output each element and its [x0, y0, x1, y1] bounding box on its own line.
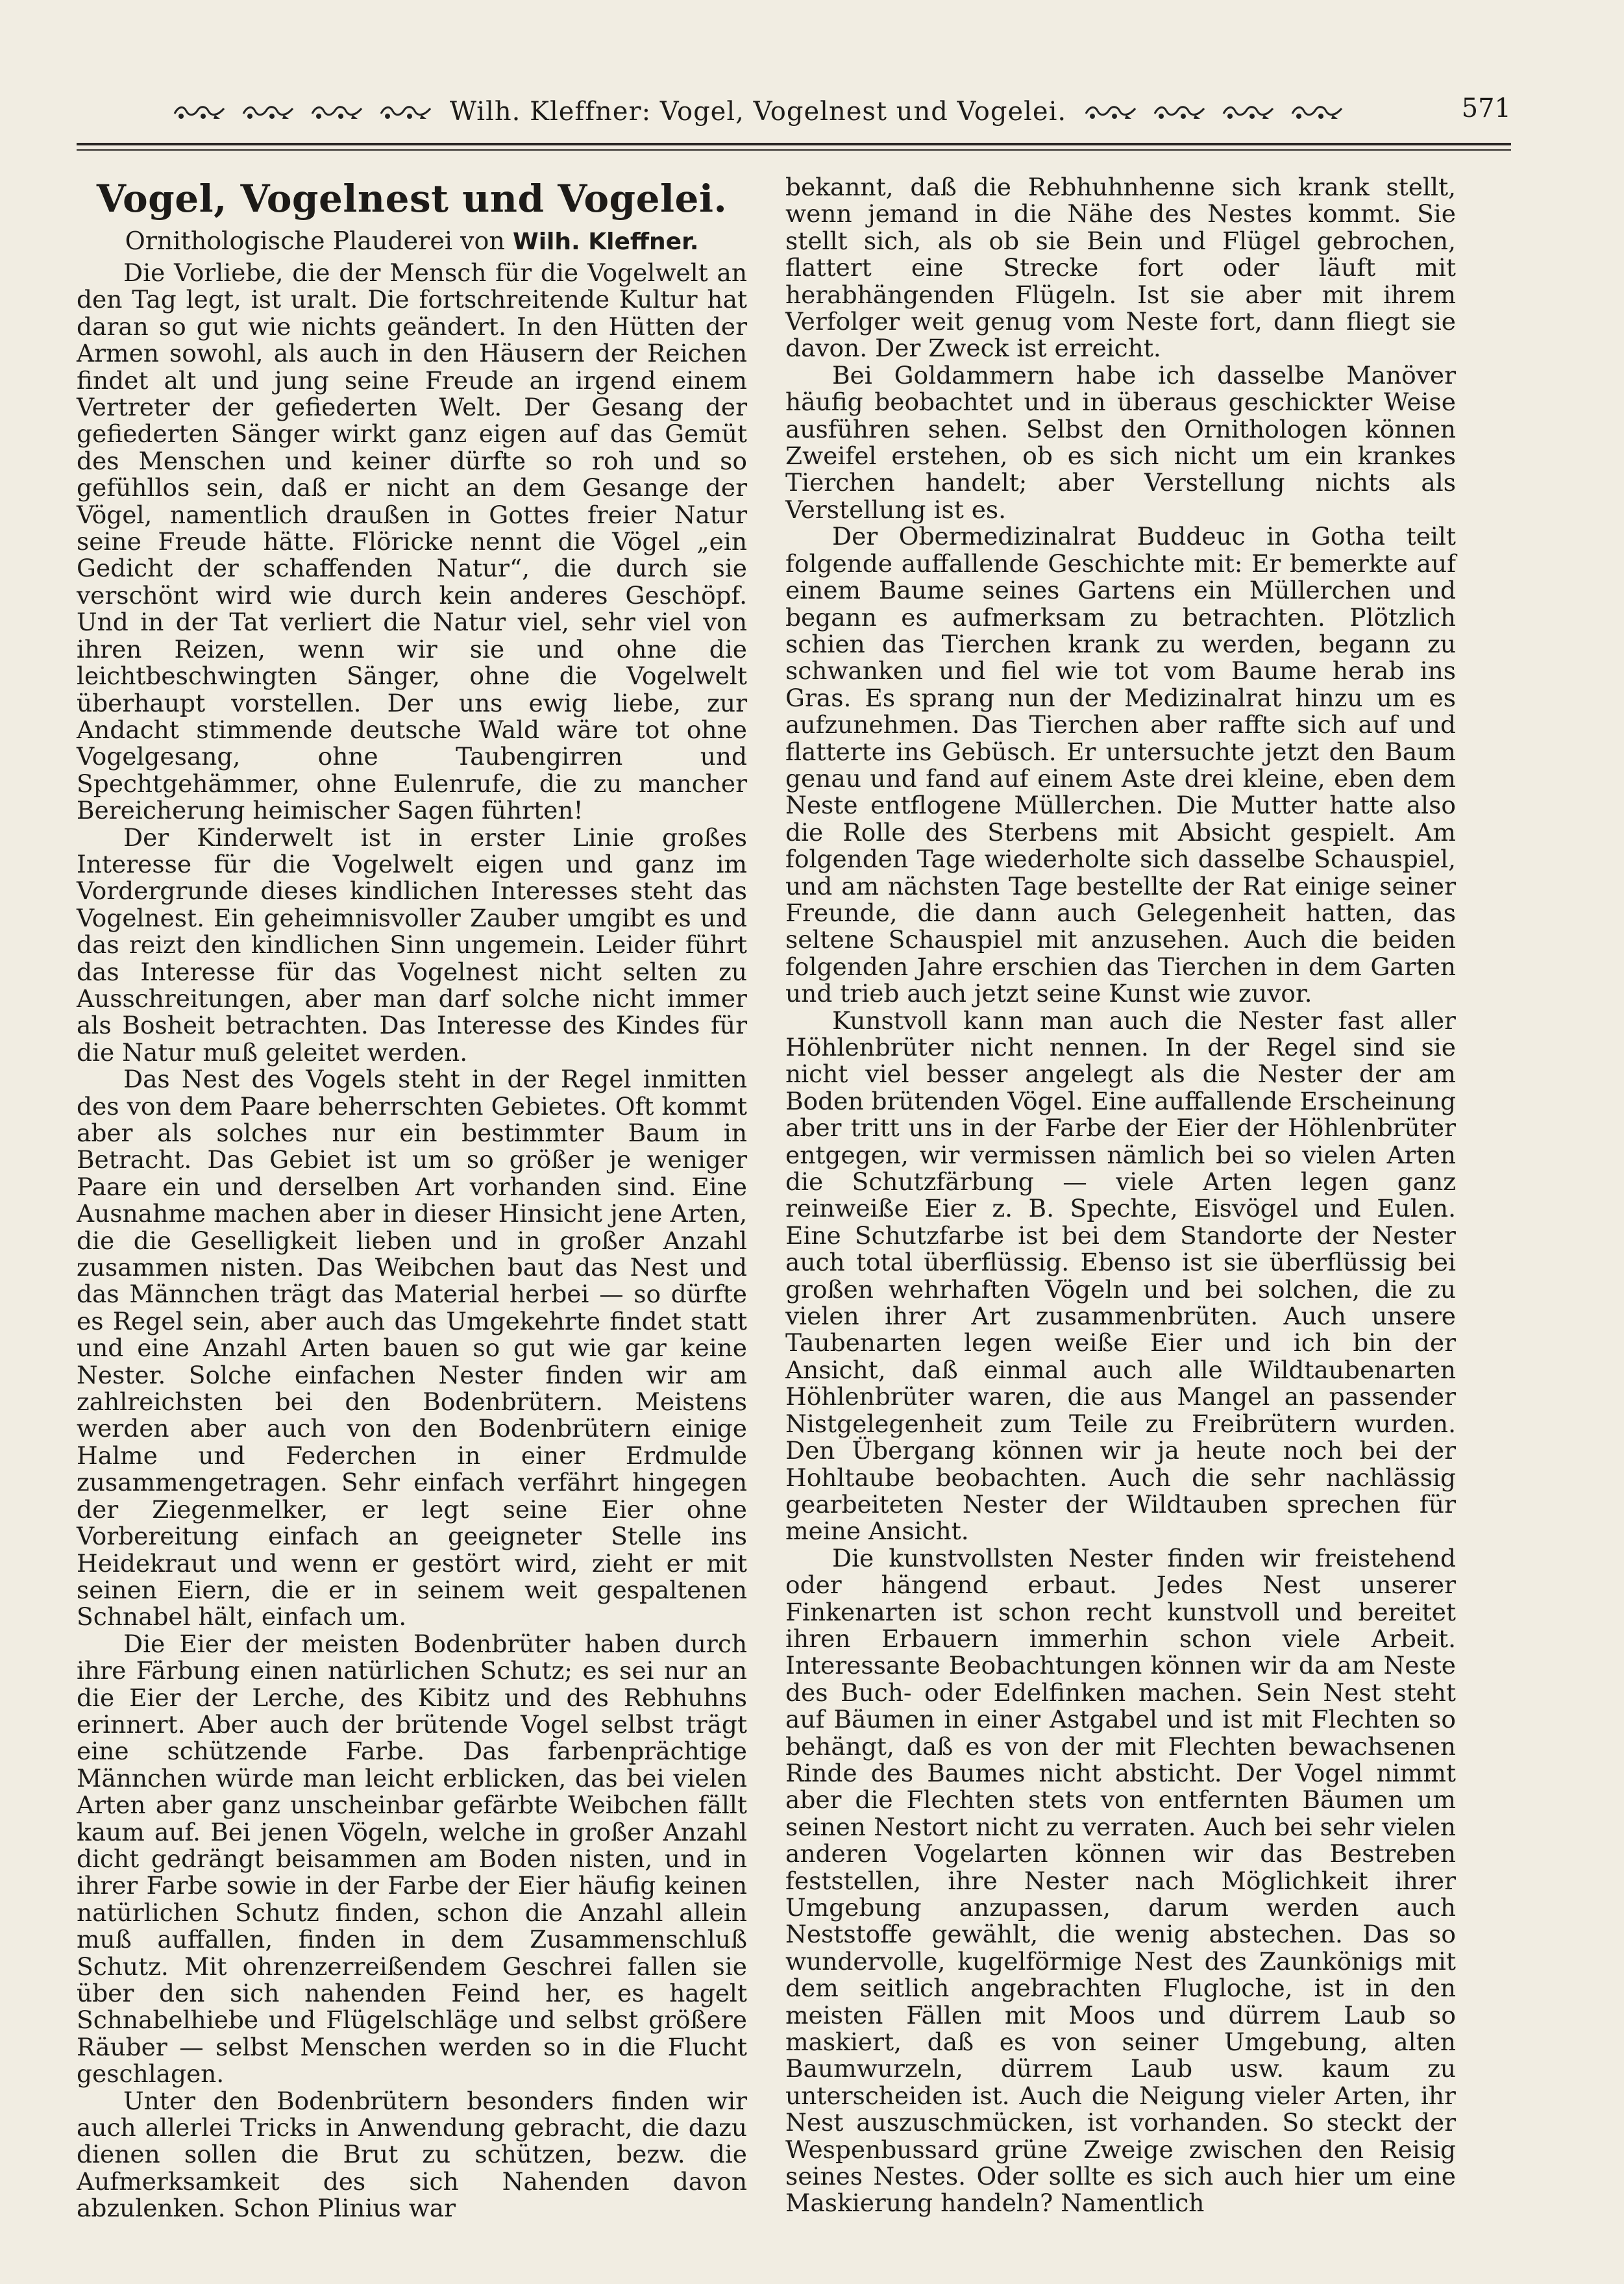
vine-ornament-icon: [1083, 102, 1138, 121]
ornament-group-left: [172, 102, 433, 121]
vine-ornament-icon: [310, 102, 364, 121]
header-rule-thin: [77, 149, 1511, 151]
byline-prefix: Ornithologische Plauderei von: [125, 227, 505, 255]
byline: [77, 225, 747, 258]
paragraph: Unter den Bodenbrütern besonders finden wir auch allerlei Tricks in Anwendung gebracht, die dazu dienen sollen die Brut zu schützen, bezw. die Aufmerksamkeit des sich Nahenden davon abzulenken. Schon Plinius war: [77, 2086, 747, 2223]
paragraph: Die Eier der meisten Bodenbrüter haben durch ihre Färbung einen natürlichen Schutz; es sei nur an die Eier der Lerche, des Kibitz und des Rebhuhns erinnert. Aber auch der brütende Vogel selbst trägt eine schützende Farbe. Das farbenprächtige Männchen würde man leicht erblicken, das bei vielen Arten aber ganz unscheinbar gefärbte Weibchen fällt kaum auf. Bei jenen Vögeln, welche in großer Anzahl dicht gedrängt beisammen am Boden nisten, und in ihrer Farbe sowie in der Farbe der Eier häufig keinen natürlichen Schutz finden, schon die Anzahl allein muß auffallen, finden in dem Zusammenschluß Schutz. Mit ohrenzerreißendem Geschrei fallen sie über den sich nahenden Feind her, es hagelt Schnabelhiebe und Flügelschläge und selbst größere Räuber — selbst Menschen werden so in die Flucht geschlagen.: [77, 1629, 747, 2089]
paragraph: Der Kinderwelt ist in erster Linie großes Interesse für die Vogelwelt eigen und ganz im Vordergrunde dieses kindlichen Interesses steht das Vogelnest. Ein geheimnisvoller Zauber umgibt es und das reizt den kindlichen Sinn ungemein. Leider führt das Interesse für das Vogelnest nicht selten zu Ausschreitungen, aber man darf solche nicht immer als Bosheit betrachten. Das Interesse des Kindes für die Natur muß geleitet werden.: [77, 823, 747, 1067]
author-name: Wilh. Kleffner.: [512, 229, 699, 255]
vine-ornament-icon: [1152, 102, 1207, 121]
vine-ornament-icon: [172, 102, 227, 121]
paragraph: Der Obermedizinalrat Buddeuc in Gotha teilt folgende auffallende Geschichte mit: Er bemerkte auf einem Baume seines Gartens ein Müllerchen und begann es aufmerksam zu betrachten. Plötzlich schien das Tierchen krank zu werden, begann zu schwanken und fiel wie tot vom Baume herab ins Gras. Es sprang nun der Medizinalrat hinzu um es aufzunehmen. Das Tierchen aber raffte sich auf und flatterte ins Gebüsch. Er untersuchte jetzt den Baum genau und fand auf einem Aste drei kleine, eben dem Neste entflogene Müllerchen. Die Mutter hatte also die Rolle des Sterbens mit Absicht gespielt. Am folgenden Tage wiederholte sich dasselbe Schauspiel, und am nächsten Tage bestellte der Rat einige seiner Freunde, die dann auch Gelegenheit hatten, das seltene Schauspiel mit anzusehen. Auch die beiden folgenden Jahre erschien das Tierchen in dem Garten und trieb auch jetzt seine Kunst wie zuvor.: [785, 522, 1456, 1008]
vine-ornament-icon: [378, 102, 433, 121]
left-column: [77, 174, 747, 2222]
paragraph-continued: bekannt, daß die Rebhuhnhenne sich krank stellt, wenn jemand in die Nähe des Nestes kommt. Sie stellt sich, als ob sie Bein und Flügel gebrochen, flattert eine Strecke fort oder läuft mit herabhängenden Flügeln. Ist sie aber mit ihrem Verfolger weit genug vom Neste fort, dann fliegt sie davon. Der Zweck ist erreicht.: [785, 173, 1456, 363]
paragraph: Das Nest des Vogels steht in der Regel inmitten des von dem Paare beherrschten Gebietes. Oft kommt aber als solches nur ein bestimmter Baum in Betracht. Das Gebiet ist um so größer je weniger Paare ein und derselben Art vorhanden sind. Eine Ausnahme machen aber in dieser Hinsicht jene Arten, die die Geselligkeit lieben und in großer Anzahl zusammen nisten. Das Weibchen baut das Nest und das Männchen trägt das Material herbei — so dürfte es Regel sein, aber auch das Umgekehrte findet statt und eine Anzahl Arten bauen so gut wie gar keine Nester. Solche einfachen Nester finden wir am zahlreichsten bei den Bodenbrütern. Meistens werden aber auch von den Bodenbrütern einige Halme und Federchen in einer Erdmulde zusammengetragen. Sehr einfach verfährt hingegen der Ziegenmelker, er legt seine Eier ohne Vorbereitung einfach an geeigneter Stelle ins Heidekraut und wenn er gestört wird, zieht er mit seinen Eiern, die er in seinem weit gespaltenen Schnabel hält, einfach um.: [77, 1065, 747, 1632]
paragraph: Kunstvoll kann man auch die Nester fast aller Höhlenbrüter nicht nennen. In der Regel sind sie nicht viel besser angelegt als die Nester der am Boden brütenden Vögel. Eine auffallende Erscheinung aber tritt uns in der Farbe der Eier der Höhlenbrüter entgegen, wir vermissen nämlich bei so vielen Arten die Schutzfärbung — viele Arten legen ganz reinweiße Eier z. B. Spechte, Eisvögel und Eulen. Eine Schutzfarbe ist bei dem Standorte der Nester auch total überflüssig. Ebenso ist sie überflüssig bei großen wehrhaften Vögeln und bei solchen, die zu vielen ihrer Art zusammenbrüten. Auch unsere Taubenarten legen weiße Eier und ich bin der Ansicht, daß einmal auch alle Wildtaubenarten Höhlenbrüter waren, die aus Mangel an passender Nistgelegenheit zum Teile zu Freibrütern wurden. Den Übergang können wir ja heute noch bei der Hohltaube beobachten. Auch die sehr nachlässig gearbeiteten Nester der Wildtauben sprechen für meine Ansicht.: [785, 1006, 1456, 1546]
ornament-group-right: [1083, 102, 1344, 121]
vine-ornament-icon: [241, 102, 295, 121]
article-title: Vogel, Vogelnest und Vogelei.: [96, 177, 728, 221]
running-head: [77, 91, 1511, 132]
paragraph: Bei Goldammern habe ich dasselbe Manöver häufig beobachtet und in überaus geschickter Weise ausführen sehen. Selbst den Ornithologen können Zweifel erstehen, ob es sich nicht um ein krankes Tierchen handelt; aber Verstellung nichts als Verstellung ist es.: [785, 360, 1456, 524]
vine-ornament-icon: [1221, 102, 1275, 121]
vine-ornament-icon: [1290, 102, 1344, 121]
running-head-center: [77, 91, 1440, 132]
header-rule: [77, 143, 1511, 145]
right-column: [785, 174, 1456, 2217]
paragraph: Die Vorliebe, die der Mensch für die Vogelwelt an den Tag legt, ist uralt. Die fortschreitende Kultur hat daran so gut wie nichts geändert. In den Hütten der Armen sowohl, als auch in den Häusern der Reichen findet alt und jung seine Freude an irgend einem Vertreter der gefiederten Welt. Der Gesang der gefiederten Sänger wirkt ganz eigen auf das Gemüt des Menschen und keiner dürfte so roh und so gefühllos sein, daß er nicht an dem Gesange der Vögel, namentlich draußen in Gottes freier Natur seine Freude hätte. Flöricke nennt die Vögel „ein Gedicht der schaffenden Natur“, die durch sie verschönt wird wie durch kein anderes Geschöpf. Und in der Tat verliert die Natur viel, sehr viel von ihren Reizen, wenn wir sie und ohne die leichtbeschwingten Sänger, ohne die Vogelwelt überhaupt vorstellen. Der uns ewig liebe, zur Andacht stimmende deutsche Wald wäre tot ohne Vogelgesang, ohne Taubengirren und Spechtgehämmer, ohne Eulenrufe, die zu mancher Bereicherung heimischer Sagen führten!: [77, 258, 747, 825]
running-head-title: Wilh. Kleffner: Vogel, Vogelnest und Vogelei.: [449, 97, 1067, 127]
page-number: 571: [1461, 93, 1511, 123]
paragraph: Die kunstvollsten Nester finden wir freistehend oder hängend erbaut. Jedes Nest unserer Finkenarten ist schon recht kunstvoll und bereitet ihren Erbauern immerhin schon viele Arbeit. Interessante Beobachtungen können wir da am Neste des Buch- oder Edelfinken machen. Sein Nest steht auf Bäumen in einer Astgabel und ist mit Flechten so behängt, daß es von der mit Flechten bewachsenen Rinde des Baumes nicht absticht. Der Vogel nimmt aber die Flechten stets von entfernten Bäumen um seinen Nestort nicht zu verraten. Auch bei sehr vielen anderen Vogelarten können wir das Bestreben feststellen, ihre Nester nach Möglichkeit ihrer Umgebung anzupassen, darum werden auch Neststoffe gewählt, die wenig abstechen. Das so wundervolle, kugelförmige Nest des Zaunkönigs mit dem seitlich angebrachten Flugloche, ist in den meisten Fällen mit Moos und dürrem Laub so maskiert, daß es von seiner Umgebung, alten Baumwurzeln, dürrem Laub usw. kaum zu unterscheiden ist. Auch die Neigung vieler Arten, ihr Nest auszuschmücken, ist vorhanden. So steckt der Wespenbussard grüne Zweige zwischen den Reisig seines Nestes. Oder sollte es sich auch hier um eine Maskierung handeln? Namentlich: [785, 1543, 1456, 2218]
